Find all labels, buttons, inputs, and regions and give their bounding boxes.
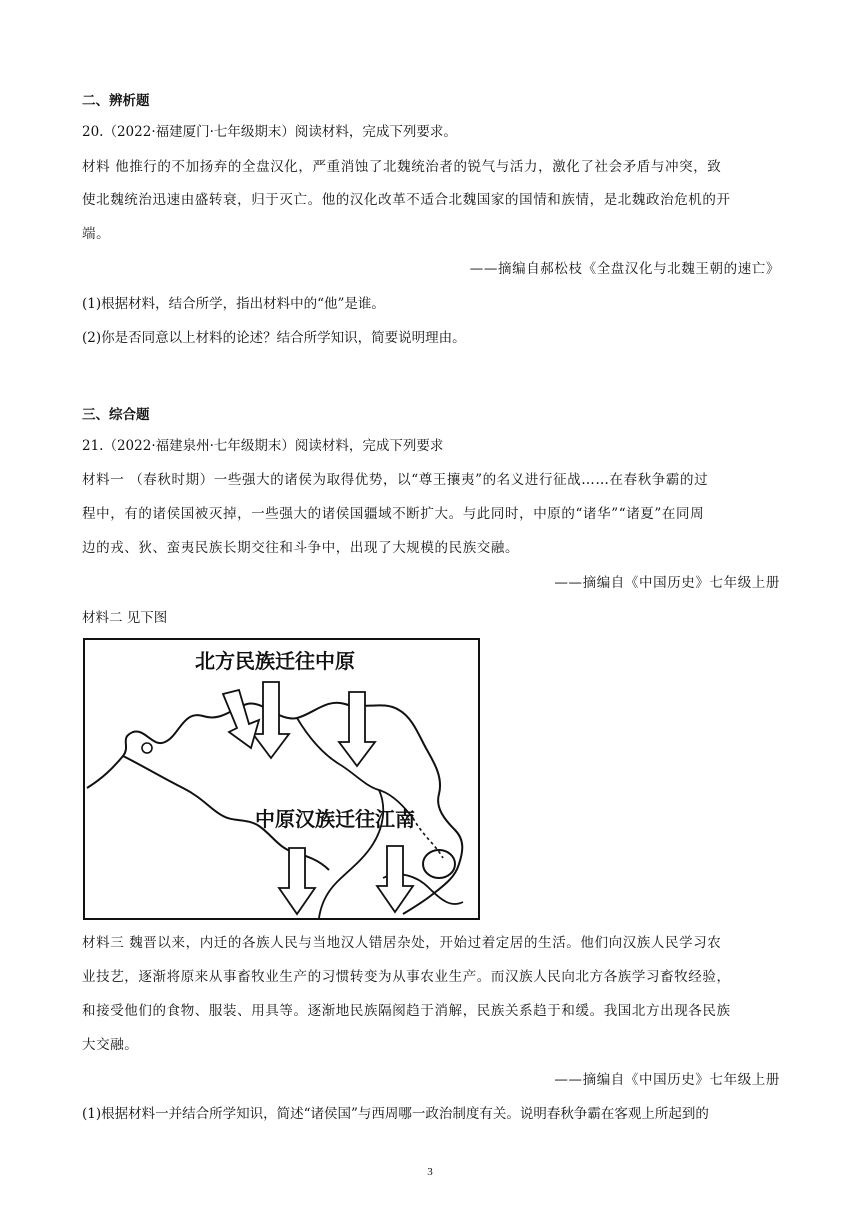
- material-3-text-line: 大交融。: [82, 1037, 139, 1053]
- section-heading-analysis: 二、辨析题: [82, 93, 150, 109]
- question-20-part-1: (1)根据材料，结合所学，指出材料中的“他”是谁。: [82, 296, 385, 312]
- material-3-source: ——摘编自《中国历史》七年级上册: [554, 1072, 780, 1088]
- material-3-text-line: 和接受他们的食物、服装、用具等。逐渐地民族隔阂趋于消解，民族关系趋于和缓。我国北方出现各民族: [82, 1003, 731, 1019]
- material-text-line: 端。: [82, 226, 111, 242]
- material-text-line: 使北魏统治迅速由盛转衰，归于灭亡。他的汉化改革不适合北魏国家的国情和族情，是北魏政治危机的开: [82, 192, 731, 208]
- page-number: 3: [427, 1166, 433, 1178]
- question-20-part-2: (2)你是否同意以上材料的论述？结合所学知识，简要说明理由。: [82, 330, 466, 346]
- question-20-title: 20.（2022·福建厦门·七年级期末）阅读材料，完成下列要求。: [82, 124, 457, 140]
- section-heading-comprehensive: 三、综合题: [82, 407, 150, 423]
- question-21-part-1: (1)根据材料一并结合所学知识，简述“诸侯国”与西周哪一政治制度有关。说明春秋争霸在客观上所起到的: [82, 1106, 709, 1122]
- material-1-text-line: 程中，有的诸侯国被灭掉，一些强大的诸侯国疆域不断扩大。与此同时，中原的“诸华”“诸夏”在同周: [82, 506, 705, 522]
- question-21-title: 21.（2022·福建泉州·七年级期末）阅读材料，完成下列要求: [82, 438, 444, 454]
- material-source: ——摘编自郝松枝《全盘汉化与北魏王朝的速亡》: [469, 261, 780, 277]
- map-label-south: 中原汉族迁往江南: [255, 807, 415, 831]
- map-label-north: 北方民族迁往中原: [195, 649, 355, 673]
- material-1-source: ——摘编自《中国历史》七年级上册: [554, 575, 780, 591]
- material-2-label: 材料二 见下图: [82, 610, 168, 626]
- map-frame: [84, 639, 479, 919]
- material-text-line: 材料 他推行的不加扬弃的全盘汉化，严重消蚀了北魏统治者的锐气与活力，激化了社会矛盾与冲突，致: [82, 159, 722, 175]
- material-1-text-line: 材料一 （春秋时期）一些强大的诸侯为取得优势，以“尊王攘夷”的名义进行征战……在春秋争霸的过: [82, 472, 709, 488]
- material-3-text-line: 材料三 魏晋以来，内迁的各族人民与当地汉人错居杂处，开始过着定居的生活。他们向汉族人民学习农: [82, 935, 722, 951]
- migration-map: [83, 638, 480, 920]
- material-1-text-line: 边的戎、狄、蛮夷民族长期交往和斗争中，出现了大规模的民族交融。: [82, 540, 520, 556]
- material-3-text-line: 业技艺，逐渐将原来从事畜牧业生产的习惯转变为从事农业生产。而汉族人民向北方各族学习畜牧经验，: [82, 969, 731, 985]
